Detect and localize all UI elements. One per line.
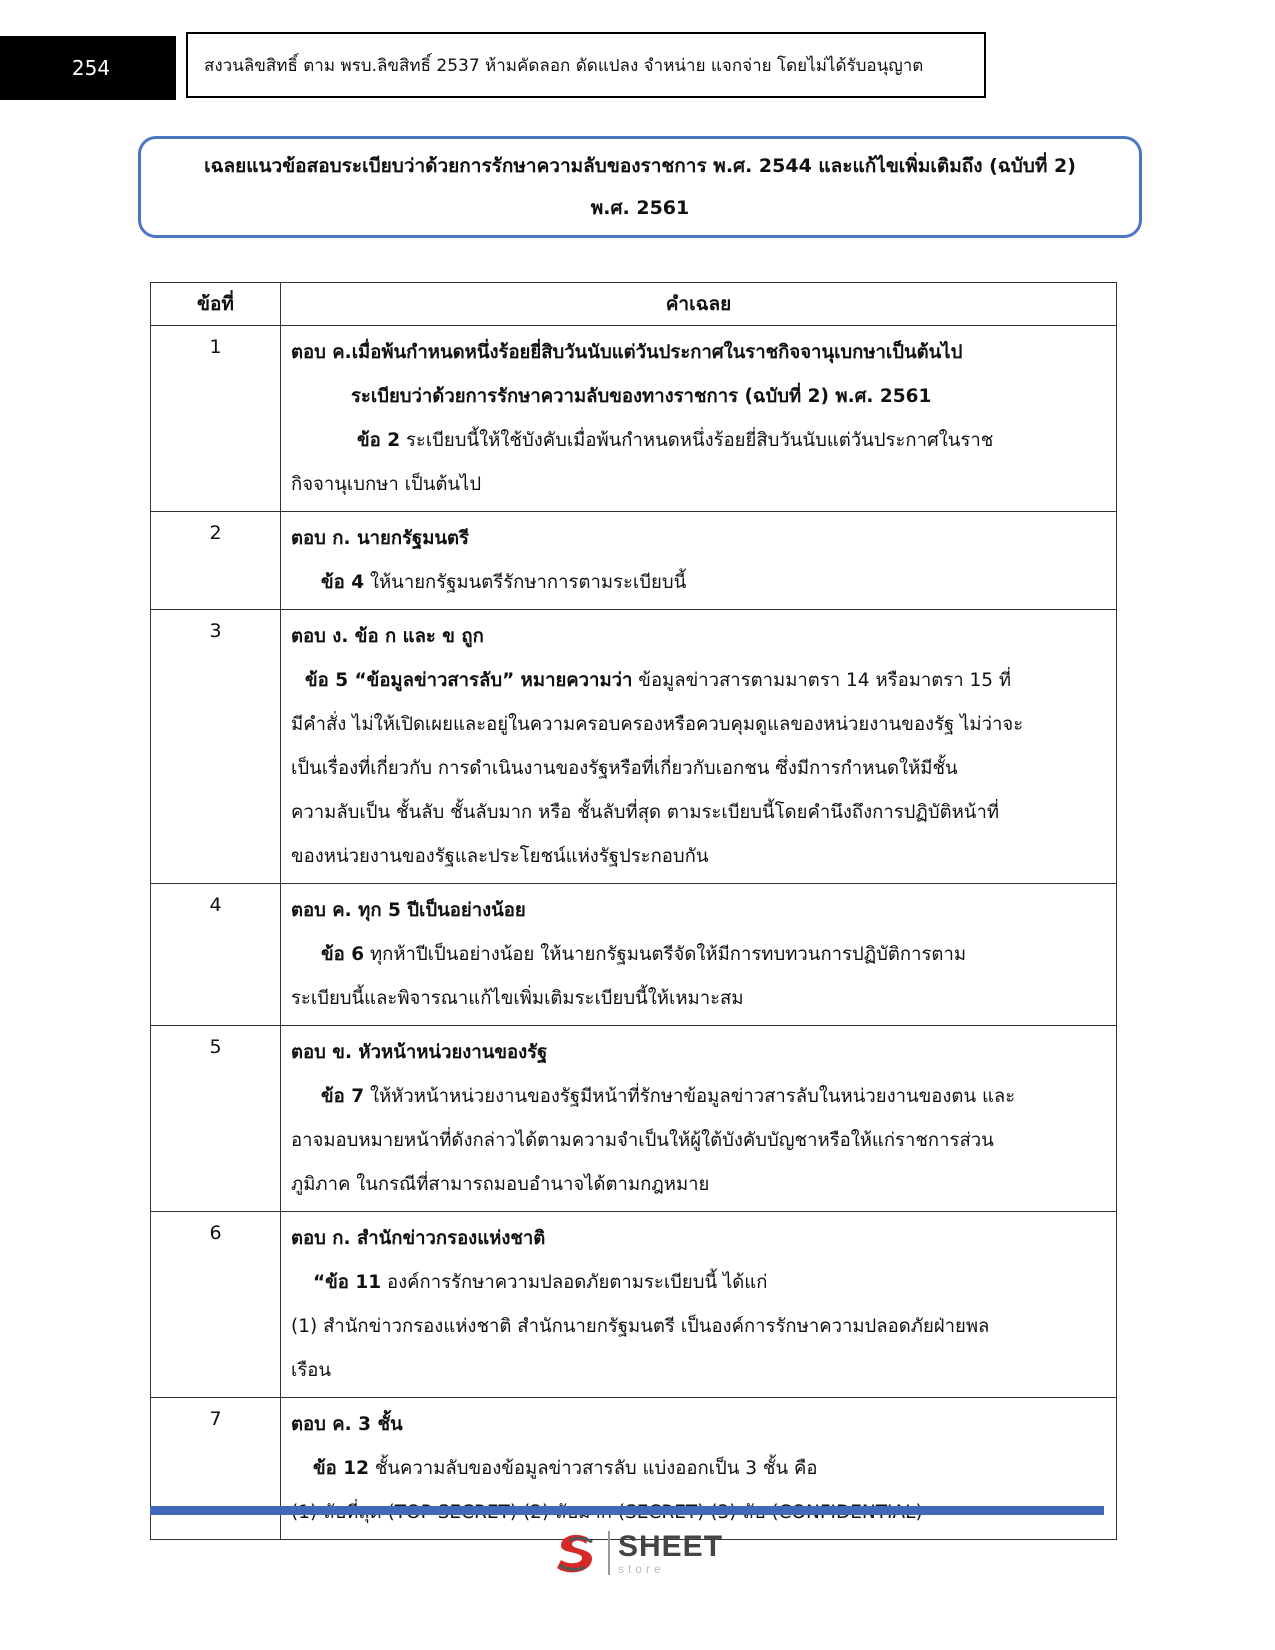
- answer-cell: [281, 1026, 1117, 1212]
- header-question-number: ข้อที่: [151, 283, 281, 326]
- answer-text: ทุกห้าปีเป็นอย่างน้อย ให้นายกรัฐมนตรีจัดให้มีการทบทวนการปฏิบัติการตาม: [364, 944, 967, 965]
- answer-line: [291, 561, 1106, 605]
- table-row: [151, 884, 1117, 1026]
- answer-line: [291, 791, 1106, 835]
- answer-line: [291, 1163, 1106, 1207]
- title-line-2: พ.ศ. 2561: [590, 197, 690, 219]
- question-number: 1: [151, 326, 281, 512]
- answer-table: [150, 282, 1117, 1540]
- answer-bold-text: ตอบ ก. นายกรัฐมนตรี: [291, 528, 469, 549]
- question-number: 6: [151, 1212, 281, 1398]
- answer-line: [291, 659, 1106, 703]
- answer-line: [291, 703, 1106, 747]
- answer-text: อาจมอบหมายหน้าที่ดังกล่าวได้ตามความจำเป็นให้ผู้ใต้บังคับบัญชาหรือให้แก่ราชการส่วน: [291, 1130, 994, 1151]
- question-number: 7: [151, 1398, 281, 1540]
- answer-bold-text: ข้อ 5 “ข้อมูลข่าวสารลับ” หมายความว่า: [305, 670, 633, 691]
- question-number: 2: [151, 512, 281, 610]
- question-number: 5: [151, 1026, 281, 1212]
- answer-text: มีคำสั่ง ไม่ให้เปิดเผยและอยู่ในความครอบครองหรือควบคุมดูแลของหน่วยงานของรัฐ ไม่ว่าจะ: [291, 714, 1024, 735]
- answer-text: เรือน: [291, 1360, 332, 1381]
- header-answer: คำเฉลย: [281, 283, 1117, 326]
- page-title: [138, 136, 1142, 238]
- answer-text: ให้นายกรัฐมนตรีรักษาการตามระเบียบนี้: [364, 572, 687, 593]
- answer-text: องค์การรักษาความปลอดภัยตามระเบียบนี้ ได้แก่: [381, 1272, 768, 1293]
- answer-bold-text: ตอบ ก. สำนักข่าวกรองแห่งชาติ: [291, 1228, 546, 1249]
- answer-text: ความลับเป็น ชั้นลับ ชั้นลับมาก หรือ ชั้นลับที่สุด ตามระเบียบนี้โดยคำนึงถึงการปฏิบัติหน้าที่: [291, 802, 1000, 823]
- logo-text: [618, 1529, 724, 1576]
- answer-line: [291, 835, 1106, 879]
- answer-line: [291, 889, 1106, 933]
- answer-bold-text: ข้อ 12: [313, 1458, 369, 1479]
- answer-bold-text: ตอบ ค. 3 ชั้น: [291, 1414, 403, 1435]
- title-line-1: เฉลยแนวข้อสอบระเบียบว่าด้วยการรักษาความลับของราชการ พ.ศ. 2544 และแก้ไขเพิ่มเติมถึง (ฉบับที่ 2): [204, 155, 1076, 177]
- answer-line: [291, 419, 1106, 463]
- answer-bold-text: “ข้อ 11: [313, 1272, 382, 1293]
- answer-cell: [281, 884, 1117, 1026]
- answer-line: [291, 1031, 1106, 1075]
- table-row: [151, 1026, 1117, 1212]
- answer-text: ของหน่วยงานของรัฐและประโยชน์แห่งรัฐประกอบกัน: [291, 846, 709, 867]
- answer-line: [291, 517, 1106, 561]
- answer-line: [291, 933, 1106, 977]
- answer-cell: [281, 610, 1117, 884]
- footer-divider: [150, 1506, 1104, 1515]
- table-row: [151, 1212, 1117, 1398]
- answer-line: [291, 375, 1106, 419]
- answer-cell: [281, 1212, 1117, 1398]
- sheet-store-logo: [552, 1528, 723, 1578]
- copyright-notice-text: สงวนลิขสิทธิ์ ตาม พรบ.ลิขสิทธิ์ 2537 ห้ามคัดลอก ดัดแปลง จำหน่าย แจกจ่าย โดยไม่ได้รับอนุญาต: [204, 55, 924, 76]
- table-row: [151, 326, 1117, 512]
- answer-bold-text: ข้อ 2: [357, 430, 401, 451]
- answer-bold-text: ตอบ ง. ข้อ ก และ ข ถูก: [291, 626, 484, 647]
- table-row: [151, 610, 1117, 884]
- sheet-logo-icon: [552, 1529, 600, 1577]
- table-row: [151, 1398, 1117, 1540]
- answer-line: [291, 1349, 1106, 1393]
- answer-cell: [281, 512, 1117, 610]
- answer-text: ให้หัวหน้าหน่วยงานของรัฐมีหน้าที่รักษาข้อมูลข่าวสารลับในหน่วยงานของตน และ: [364, 1086, 1016, 1107]
- copyright-notice: [186, 32, 986, 98]
- answer-text: ข้อมูลข่าวสารตามมาตรา 14 หรือมาตรา 15 ที่: [632, 670, 1012, 691]
- logo-sub: store: [618, 1561, 665, 1576]
- answer-line: [291, 1305, 1106, 1349]
- page-number: 254: [0, 36, 176, 100]
- table-header-row: [151, 283, 1117, 326]
- question-number: 4: [151, 884, 281, 1026]
- answer-text: ภูมิภาค ในกรณีที่สามารถมอบอำนาจได้ตามกฎหมาย: [291, 1174, 710, 1195]
- answer-text: (1) สำนักข่าวกรองแห่งชาติ สำนักนายกรัฐมนตรี เป็นองค์การรักษาความปลอดภัยฝ่ายพล: [291, 1316, 990, 1337]
- answer-text: ระเบียบนี้และพิจารณาแก้ไขเพิ่มเติมระเบียบนี้ให้เหมาะสม: [291, 988, 744, 1009]
- answer-text: กิจจานุเบกษา เป็นต้นไป: [291, 474, 482, 495]
- logo-separator: [608, 1531, 610, 1575]
- answer-text: ระเบียบนี้ให้ใช้บังคับเมื่อพ้นกำหนดหนึ่งร้อยยี่สิบวันนับแต่วันประกาศในราช: [400, 430, 994, 451]
- answer-line: [291, 1447, 1106, 1491]
- answer-line: [291, 1119, 1106, 1163]
- answer-bold-text: ข้อ 4: [321, 572, 365, 593]
- answer-line: [291, 977, 1106, 1021]
- answer-cell: [281, 326, 1117, 512]
- answer-bold-text: ข้อ 6: [321, 944, 365, 965]
- answer-text: เป็นเรื่องที่เกี่ยวกับ การดำเนินงานของรัฐหรือที่เกี่ยวกับเอกชน ซึ่งมีการกำหนดให้มีชั้น: [291, 758, 958, 779]
- answer-bold-text: ตอบ ข. หัวหน้าหน่วยงานของรัฐ: [291, 1042, 548, 1063]
- answer-line: [291, 747, 1106, 791]
- answer-line: [291, 1403, 1106, 1447]
- answer-text: ชั้นความลับของข้อมูลข่าวสารลับ แบ่งออกเป็น 3 ชั้น คือ: [368, 1458, 818, 1479]
- answer-line: [291, 615, 1106, 659]
- answer-bold-text: ระเบียบว่าด้วยการรักษาความลับของทางราชการ (ฉบับที่ 2) พ.ศ. 2561: [351, 386, 932, 407]
- table-row: [151, 512, 1117, 610]
- answer-line: [291, 463, 1106, 507]
- answer-bold-text: ตอบ ค.เมื่อพ้นกำหนดหนึ่งร้อยยี่สิบวันนับแต่วันประกาศในราชกิจจานุเบกษาเป็นต้นไป: [291, 342, 963, 363]
- answer-bold-text: ข้อ 7: [321, 1086, 365, 1107]
- question-number: 3: [151, 610, 281, 884]
- answer-line: [291, 331, 1106, 375]
- answer-line: [291, 1075, 1106, 1119]
- answer-line: [291, 1217, 1106, 1261]
- answer-line: [291, 1261, 1106, 1305]
- answer-cell: [281, 1398, 1117, 1540]
- logo-word: SHEET: [618, 1529, 724, 1563]
- answer-bold-text: ตอบ ค. ทุก 5 ปีเป็นอย่างน้อย: [291, 900, 526, 921]
